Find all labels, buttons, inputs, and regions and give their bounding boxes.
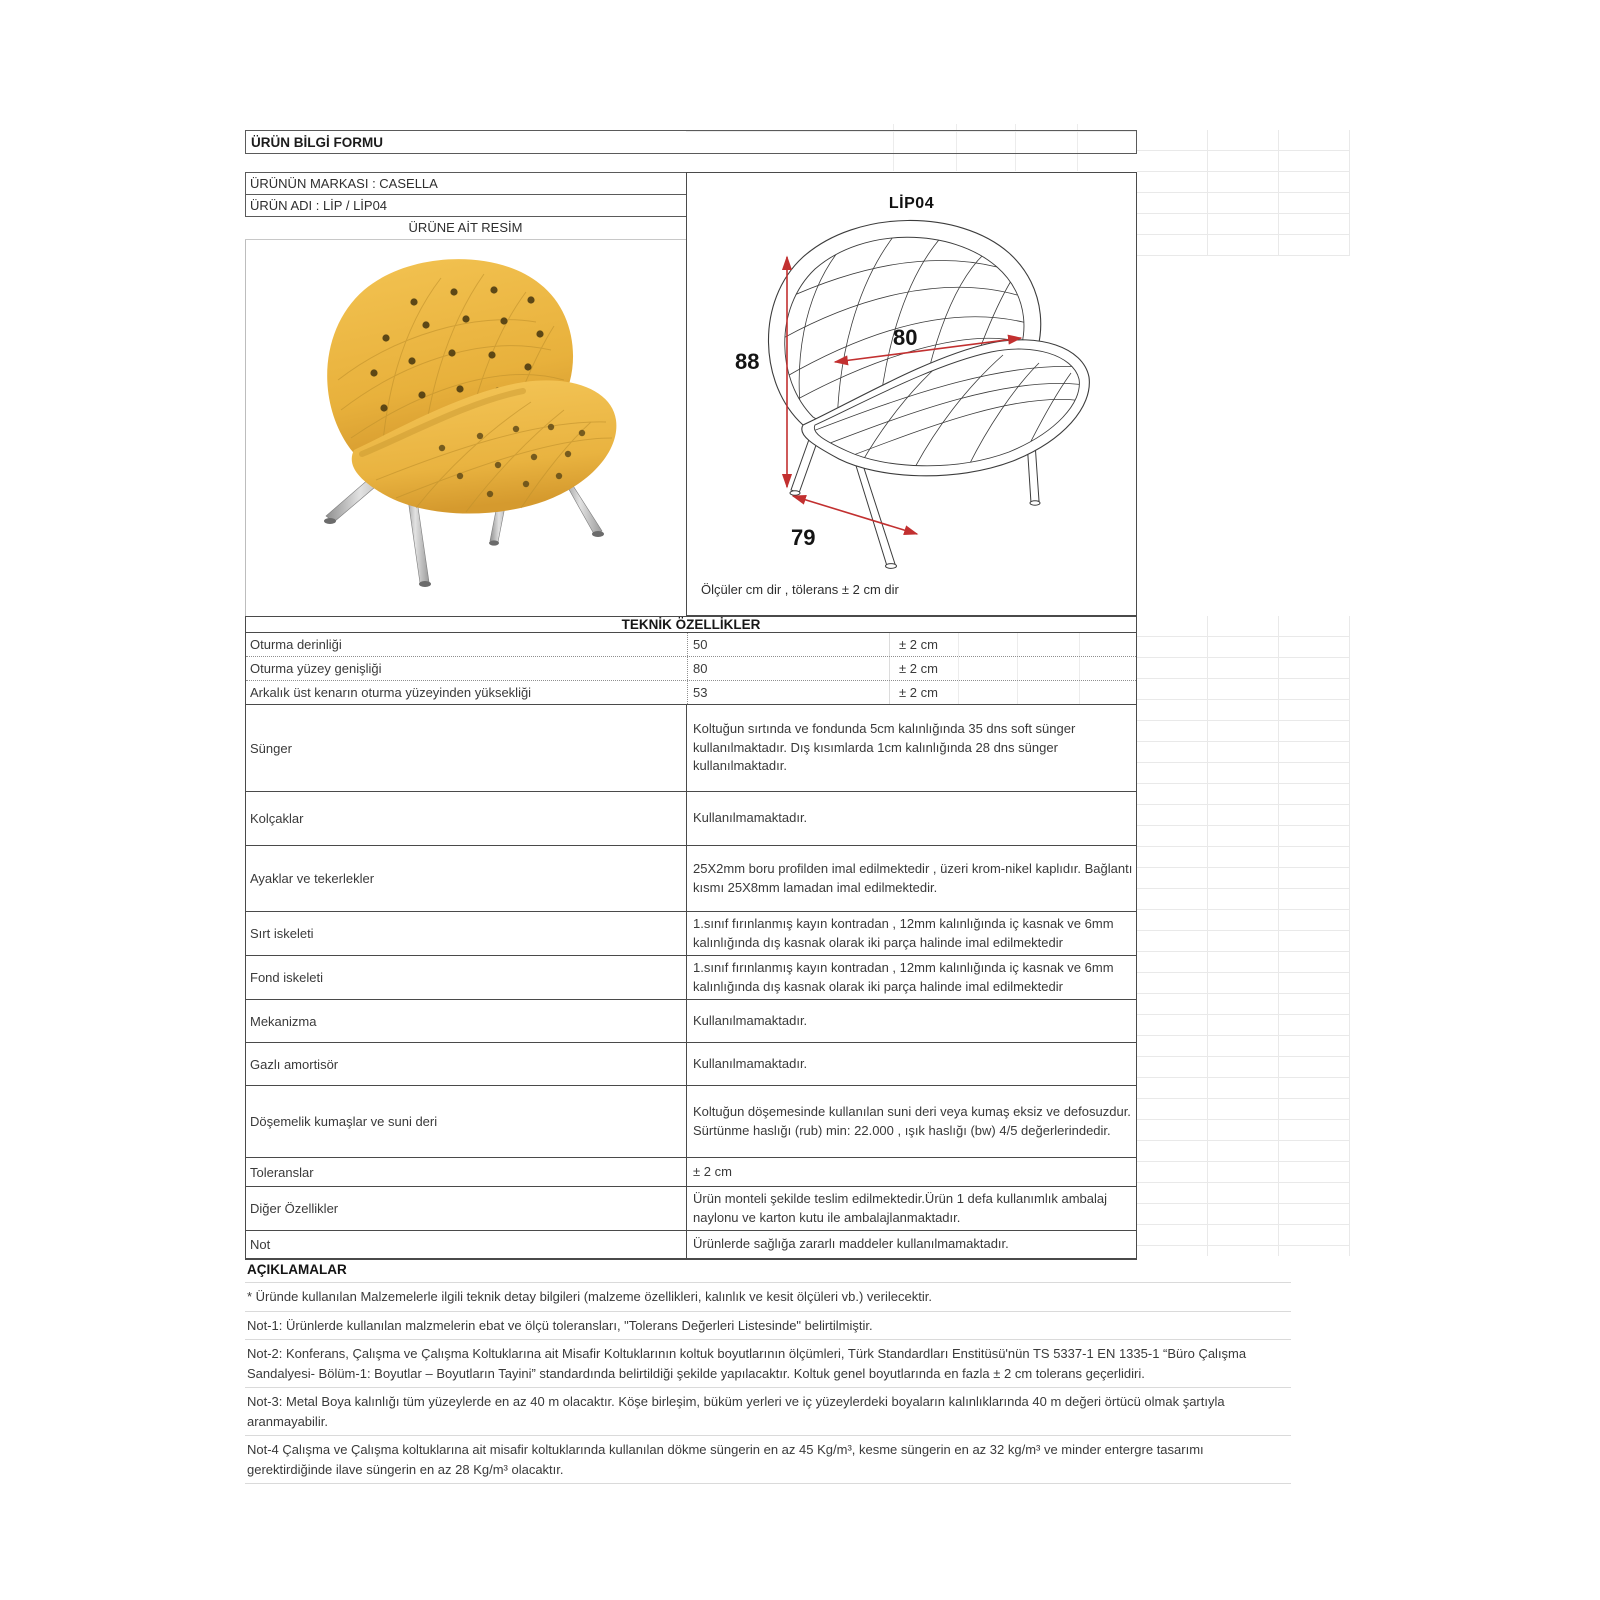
table-row	[246, 1187, 1136, 1231]
dimension-width-label: 80	[893, 325, 918, 350]
spec-value-text: Ürünlerde sağlığa zararlı maddeler kullanılmamaktadır.	[693, 1236, 1009, 1252]
spec-value	[687, 1158, 1136, 1186]
dimension-depth-label: 79	[791, 525, 816, 550]
spec-value	[687, 1086, 1136, 1157]
spec-dimension-rows	[246, 633, 1136, 705]
spec-table	[245, 616, 1137, 1260]
spec-value-text: ± 2 cm	[693, 1163, 732, 1179]
spec-value: 53	[687, 681, 889, 704]
table-row	[246, 792, 1136, 846]
dimension-height-label: 88	[735, 349, 760, 374]
table-row	[246, 1158, 1136, 1187]
table-row	[246, 705, 1136, 792]
note-text: Not-2: Konferans, Çalışma ve Çalışma Koltuklarına ait Misafir Koltuklarının koltuk boyutlarının ölçümleri, Türk Standardları Enstitüsü'nün TS 5337-1 EN 1335-1 “Büro Çalışma Sandalyesi- Bölüm-1: Boyutlar – Boyutların Tayini” standardında belirtildiği şekilde yapılacaktır. Koltuk genel boyutlarında en fazla ± 2 cm tolerans geçerlidiri.	[245, 1340, 1291, 1388]
spec-label: Ayaklar ve tekerlekler	[246, 846, 687, 911]
spec-label: Oturma derinliği	[250, 637, 342, 652]
sheet-grid-right	[1137, 616, 1350, 1256]
spec-label: Arkalık üst kenarın oturma yüzeyinden yüksekliği	[250, 685, 532, 700]
spec-tolerance: ± 2 cm	[889, 681, 1136, 704]
spec-value	[687, 1231, 1136, 1258]
spec-value	[687, 705, 1136, 791]
spec-label: Kolçaklar	[246, 792, 687, 845]
note-text: * Üründe kullanılan Malzemelerle ilgili teknik detay bilgileri (malzeme özellikleri, kalınlık ve kesit ölçüleri vb.) verilecektir.	[245, 1283, 1291, 1312]
note-text: Not-1: Ürünlerde kullanılan malzmelerin ebat ve ölçü toleransları, "Tolerans Değerleri Listesinde" belirtilmiştir.	[245, 1312, 1291, 1341]
spec-label: Mekanizma	[246, 1000, 687, 1042]
explanations-section	[245, 1256, 1291, 1484]
spec-value	[687, 912, 1136, 955]
spec-label: Oturma yüzey genişliği	[250, 661, 382, 676]
table-row	[246, 1043, 1136, 1086]
spec-table-header: TEKNİK ÖZELLİKLER	[246, 616, 1136, 633]
measure-note: Ölçüler cm dir , tölerans ± 2 cm dir	[701, 582, 899, 597]
product-photo-chair	[246, 240, 687, 616]
explanations-header: AÇIKLAMALAR	[245, 1256, 1291, 1283]
spec-value-text: Koltuğun döşemesinde kullanılan suni deri veya kumaş eksiz ve defosuzdur. Sürtünme haslığı (rub) min: 22.000 , ışık haslığı (bw) 4/5 değerlerindedir.	[693, 1104, 1131, 1138]
table-row	[246, 956, 1136, 1000]
model-label: LİP04	[888, 195, 935, 212]
brand-cell: ÜRÜNÜN MARKASI : CASELLA	[245, 172, 687, 195]
spec-value-text: Kullanılmamaktadır.	[693, 1055, 808, 1071]
product-photo-area	[245, 240, 686, 616]
spec-label: Döşemelik kumaşlar ve suni deri	[246, 1086, 687, 1157]
spec-tolerance: ± 2 cm	[889, 657, 1136, 680]
table-row	[246, 657, 1136, 681]
spec-label: Diğer Özellikler	[246, 1187, 687, 1230]
spec-value-text: Kullanılmamaktadır.	[693, 1012, 808, 1028]
spec-label: Toleranslar	[246, 1158, 687, 1186]
note-text: Not-3: Metal Boya kalınlığı tüm yüzeylerde en az 40 m olacaktır. Köşe birleşim, büküm yerleri ve iç yüzeylerdeki boyaların kalınlıklarında 40 m değeri örtücü olmak şartıyla aranmayabilir.	[245, 1388, 1291, 1436]
spec-label: Fond iskeleti	[246, 956, 687, 999]
form-title: ÜRÜN BİLGİ FORMU	[245, 130, 1137, 154]
spec-value-text: Kullanılmamaktadır.	[693, 810, 808, 826]
spec-value	[687, 846, 1136, 911]
spec-rows	[246, 705, 1136, 1260]
technical-drawing	[687, 173, 1138, 617]
spec-value	[687, 1043, 1136, 1085]
spec-value-text: 1.sınıf fırınlanmış kayın kontradan , 12mm kalınlığında iç kasnak ve 6mm kalınlığında dış kasnak olarak iki parça halinde imal edilmektedir	[693, 960, 1114, 994]
spec-label: Sünger	[246, 705, 687, 791]
table-row	[246, 846, 1136, 912]
spec-label: Sırt iskeleti	[246, 912, 687, 955]
table-row	[246, 912, 1136, 956]
spec-tolerance: ± 2 cm	[889, 633, 1136, 656]
spec-value: 50	[687, 633, 889, 656]
spec-label: Gazlı amortisör	[246, 1043, 687, 1085]
spec-value	[687, 956, 1136, 999]
product-name-cell: ÜRÜN ADI : LİP / LİP04	[245, 194, 687, 217]
technical-drawing-box	[686, 172, 1137, 616]
spec-value-text: 25X2mm boru profilden imal edilmektedir , üzeri krom-nikel kaplıdır. Bağlantı kısmı 25X8mm lamadan imal edilmektedir.	[693, 861, 1133, 895]
spec-value	[687, 1000, 1136, 1042]
table-row	[246, 1000, 1136, 1043]
spec-value-text: Ürün monteli şekilde teslim edilmektedir.Ürün 1 defa kullanımlık ambalaj naylonu ve karton kutu ile ambalajlanmaktadır.	[693, 1191, 1108, 1225]
spec-value-text: Koltuğun sırtında ve fondunda 5cm kalınlığında 35 dns soft sünger kullanılmaktadır. Dış kısımlarda 1cm kalınlığında 28 dns sünger kullanılmaktadır.	[693, 721, 1076, 774]
table-row	[246, 1086, 1136, 1158]
sheet-grid-top-right	[1137, 130, 1350, 256]
table-row	[246, 633, 1136, 657]
spec-value	[687, 1187, 1136, 1230]
spec-value-text: 1.sınıf fırınlanmış kayın kontradan , 12mm kalınlığında iç kasnak ve 6mm kalınlığında dış kasnak olarak iki parça halinde imal edilmektedir	[693, 916, 1114, 950]
spec-value: 80	[687, 657, 889, 680]
note-text: Not-4 Çalışma ve Çalışma koltuklarına ait misafir koltuklarında kullanılan dökme süngerin en az 45 Kg/m³, kesme süngerin en az 32 kg/m³ ve minder entergre tasarımı gerektirdiğinde ilave süngerin en az 28 Kg/m³ olacaktır.	[245, 1436, 1291, 1484]
explanation-notes	[245, 1283, 1291, 1484]
table-row	[246, 681, 1136, 705]
spec-label: Not	[246, 1231, 687, 1258]
spec-value	[687, 792, 1136, 845]
product-image-header: ÜRÜNE AİT RESİM	[245, 216, 687, 240]
